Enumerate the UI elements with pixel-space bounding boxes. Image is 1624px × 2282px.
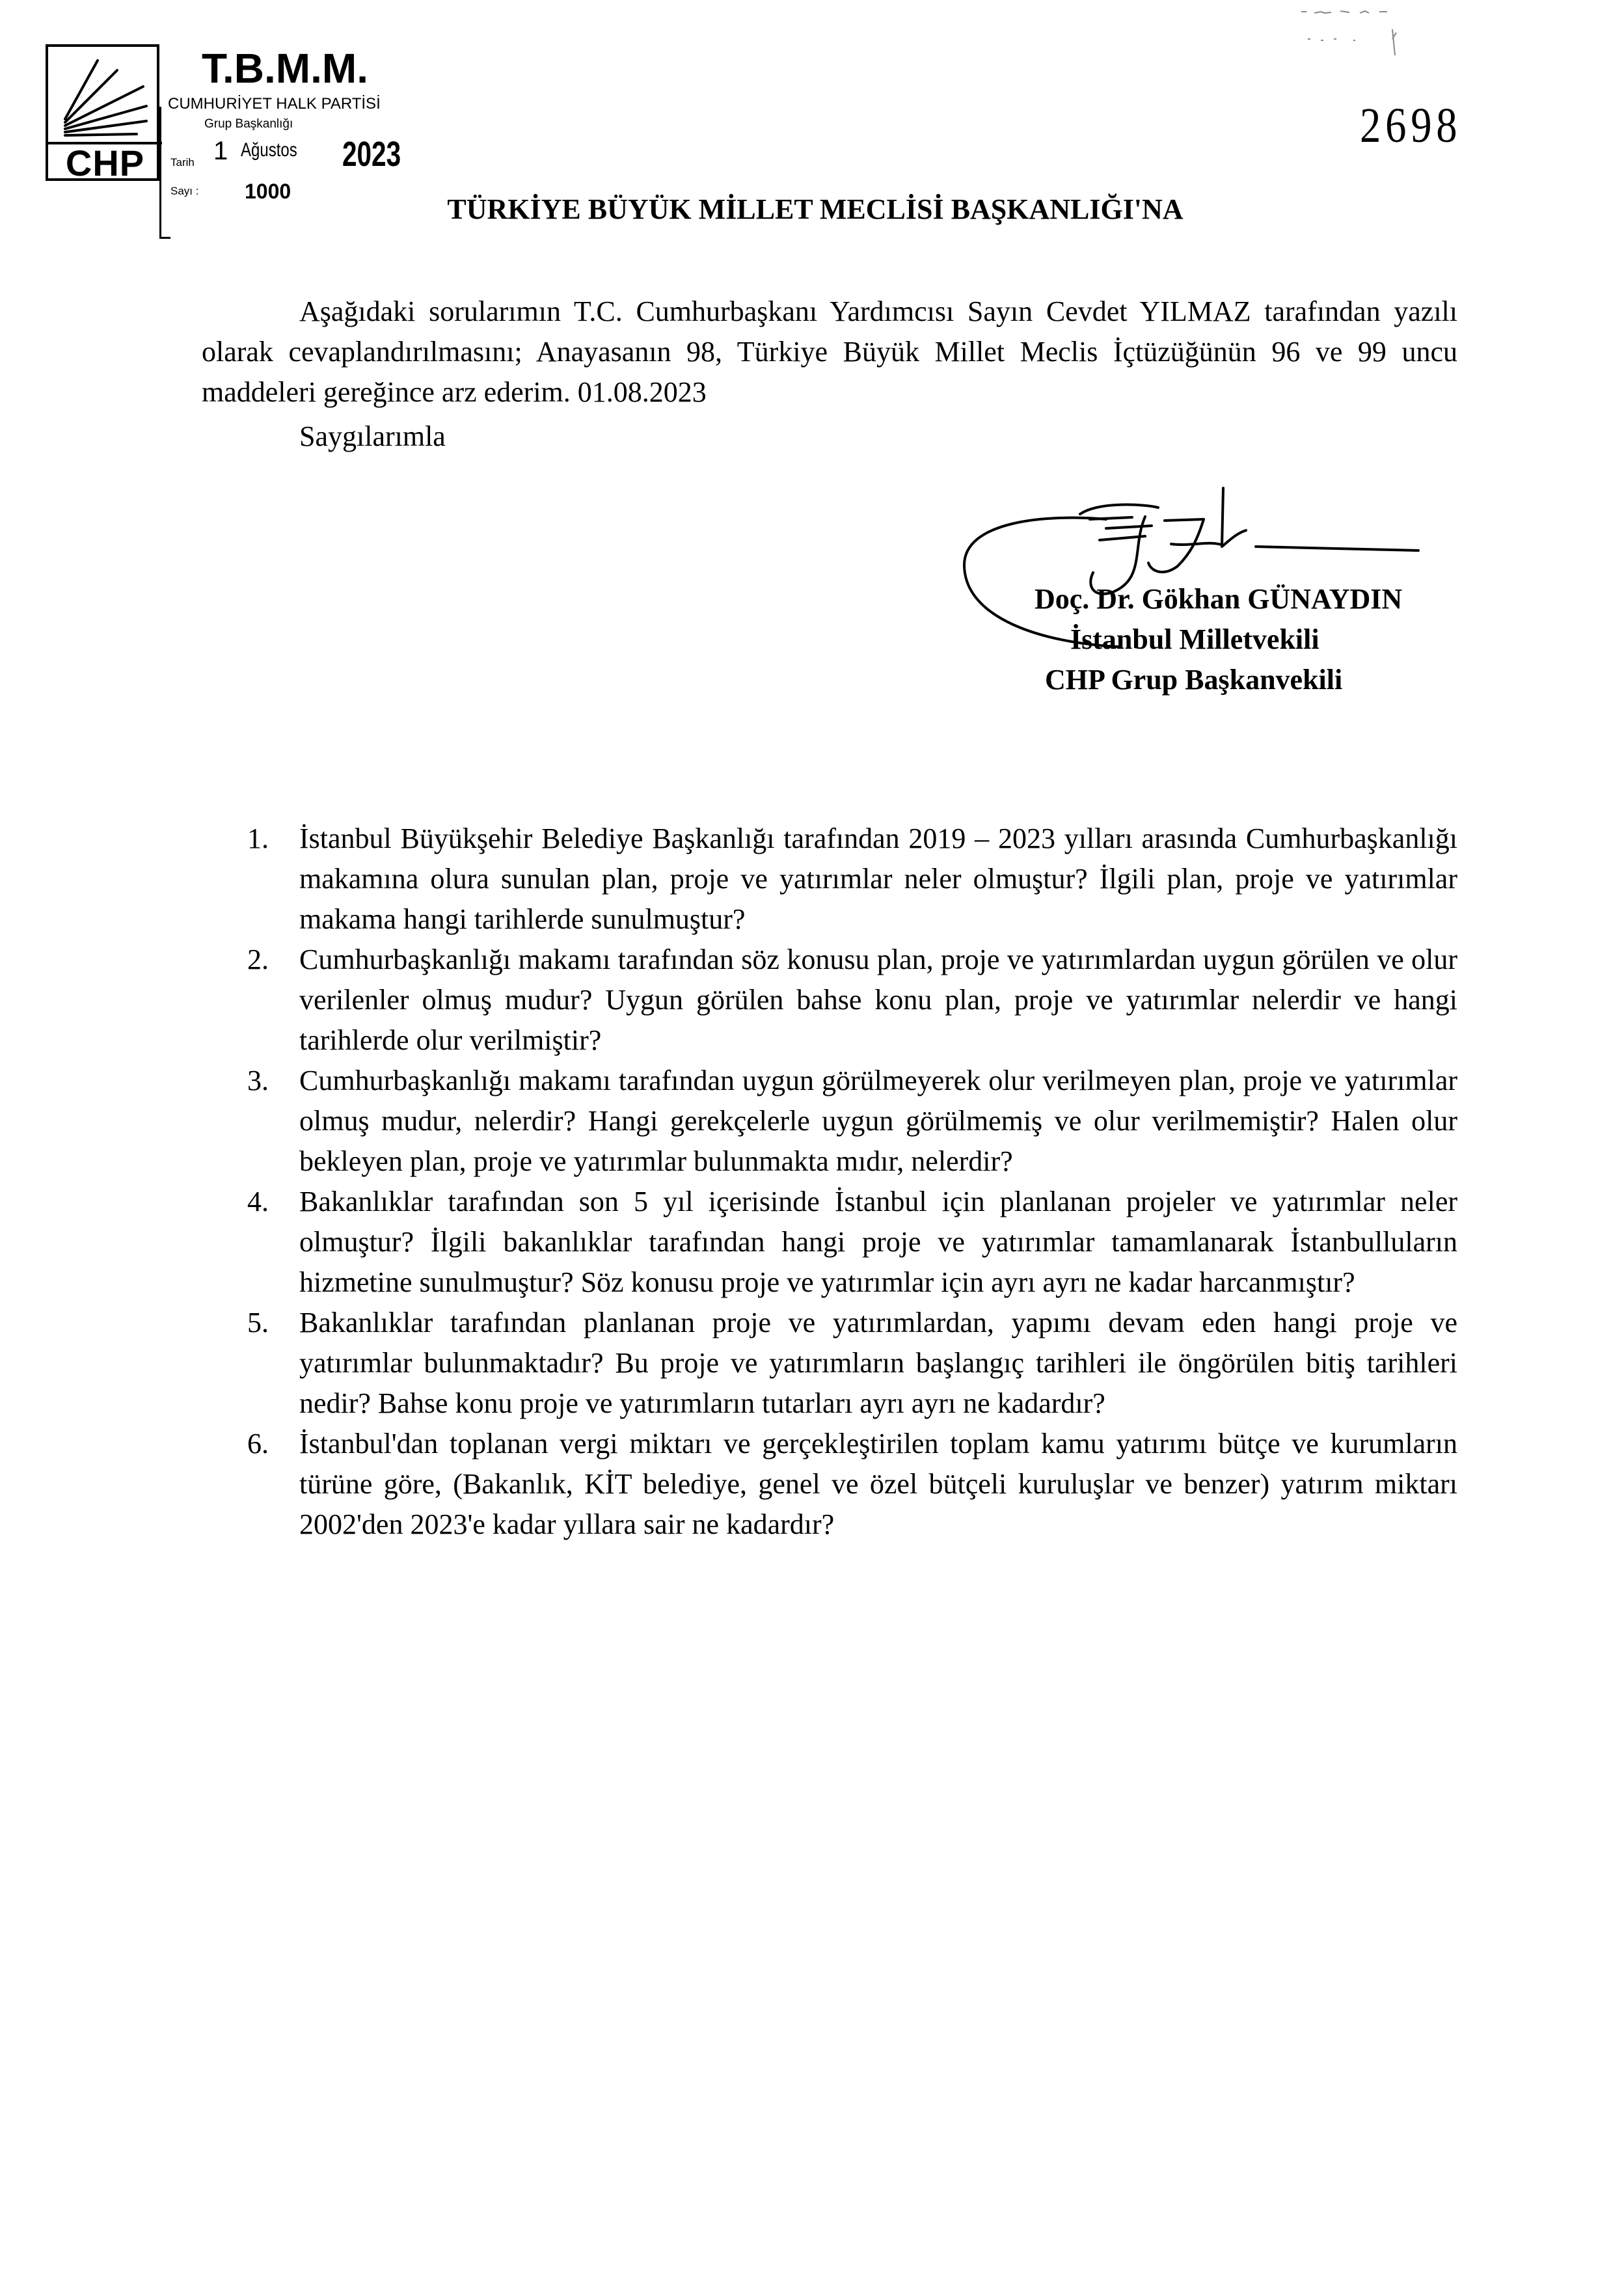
stamp-number-value: 1000 xyxy=(245,180,291,203)
signer-group-role: CHP Grup Başkanvekili xyxy=(1045,664,1343,696)
stamp-number-label: Sayı : xyxy=(170,185,199,197)
stamp-date-year: 2023 xyxy=(342,135,401,174)
list-item xyxy=(247,940,1457,1061)
stamp-party: CUMHURİYET HALK PARTİSİ xyxy=(168,95,381,113)
question-text: Bakanlıklar tarafından son 5 yıl içerisinde İstanbul için planlanan projeler ve yatırımlar neler olmuştur? İlgili bakanlıklar tarafından hangi proje ve yatırımlar tamamlanarak İstanbulluların hizmetine sunulmuştur? Söz konusu proje ve yatırımlar için ayrı ayrı ne kadar harcanmıştır? xyxy=(299,1186,1457,1298)
list-item xyxy=(247,1303,1457,1424)
question-text: İstanbul'dan toplanan vergi miktarı ve gerçekleştirilen toplam kamu yatırımı bütçe ve kurumların türüne göre, (Bakanlık, KİT belediye, genel ve özel bütçeli kuruluşlar ve benzer) yatırım miktarı 2002'den 2023'e kadar yıllara sair ne kadardır? xyxy=(299,1428,1457,1540)
stamp-date-month: Ağustos xyxy=(241,139,297,161)
question-text: Cumhurbaşkanlığı makamı tarafından uygun görülmeyerek olur verilmeyen plan, proje ve yatırımlar olmuş mudur, nelerdir? Hangi gerekçelerle uygun görülmemiş ve olur verilmemiştir? Halen olur bekleyen plan, proje ve yatırımlar bulunmakta mıdır, nelerdir? xyxy=(299,1065,1457,1177)
question-number: 6. xyxy=(247,1428,269,1460)
question-number: 3. xyxy=(247,1065,269,1096)
stamp-title: T.B.M.M. xyxy=(202,45,368,92)
signer-name: Doç. Dr. Gökhan GÜNAYDIN xyxy=(1035,583,1403,615)
stamp-group: Grup Başkanlığı xyxy=(204,117,293,131)
scan-marks xyxy=(1295,0,1425,59)
question-text: Bakanlıklar tarafından planlanan proje ve yatırımlardan, yapımı devam eden hangi proje ve yatırımlar bulunmaktadır? Bu proje ve yatırımların başlangıç tarihleri ile öngörülen bitiş tarihleri nedir? Bahse konu proje ve yatırımların tutarları ayrı ayrı ne kadardır? xyxy=(299,1307,1457,1419)
question-number: 2. xyxy=(247,944,269,975)
received-stamp xyxy=(46,44,410,213)
document-number: 2698 xyxy=(1360,98,1462,153)
question-number: 1. xyxy=(247,822,269,854)
closing-line: Saygılarımla xyxy=(299,420,446,452)
question-text: Cumhurbaşkanlığı makamı tarafından söz konusu plan, proje ve yatırımlardan uygun görülen ve olur verilenler olmuş mudur? Uygun görülen bahse konu plan, proje ve yatırımlar nelerdir ve hangi tarihlerde olur verilmiştir? xyxy=(299,944,1457,1056)
list-item xyxy=(247,1182,1457,1303)
chp-logo-text: CHP xyxy=(48,142,162,183)
question-number: 5. xyxy=(247,1307,269,1338)
stamp-date-day: 1 xyxy=(213,137,228,165)
question-number: 4. xyxy=(247,1186,269,1217)
list-item xyxy=(247,819,1457,940)
signer-role: İstanbul Milletvekili xyxy=(1070,623,1320,655)
page-heading: TÜRKİYE BÜYÜK MİLLET MECLİSİ BAŞKANLIĞI'NA xyxy=(447,193,1184,225)
stamp-date-label: Tarih xyxy=(170,156,195,169)
chp-logo xyxy=(46,44,159,181)
list-item xyxy=(247,1061,1457,1182)
chp-arrows-icon xyxy=(52,51,156,142)
question-list xyxy=(247,819,1457,1545)
question-text: İstanbul Büyükşehir Belediye Başkanlığı tarafından 2019 – 2023 yılları arasında Cumhurbaşkanlığı makamına olura sunulan plan, proje ve yatırımlar neler olmuştur? İlgili plan, proje ve yatırımlar makama hangi tarihlerde sunulmuştur? xyxy=(299,822,1457,935)
signer-block xyxy=(1035,579,1402,700)
intro-paragraph: Aşağıdaki sorularımın T.C. Cumhurbaşkanı Yardımcısı Sayın Cevdet YILMAZ tarafından yazılı olarak cevaplandırılmasını; Anayasanın 98, Türkiye Büyük Millet Meclis İçtüzüğünün 96 ve 99 uncu maddeleri gereğince arz ederim. 01.08.2023 xyxy=(202,295,1457,408)
list-item xyxy=(247,1424,1457,1545)
